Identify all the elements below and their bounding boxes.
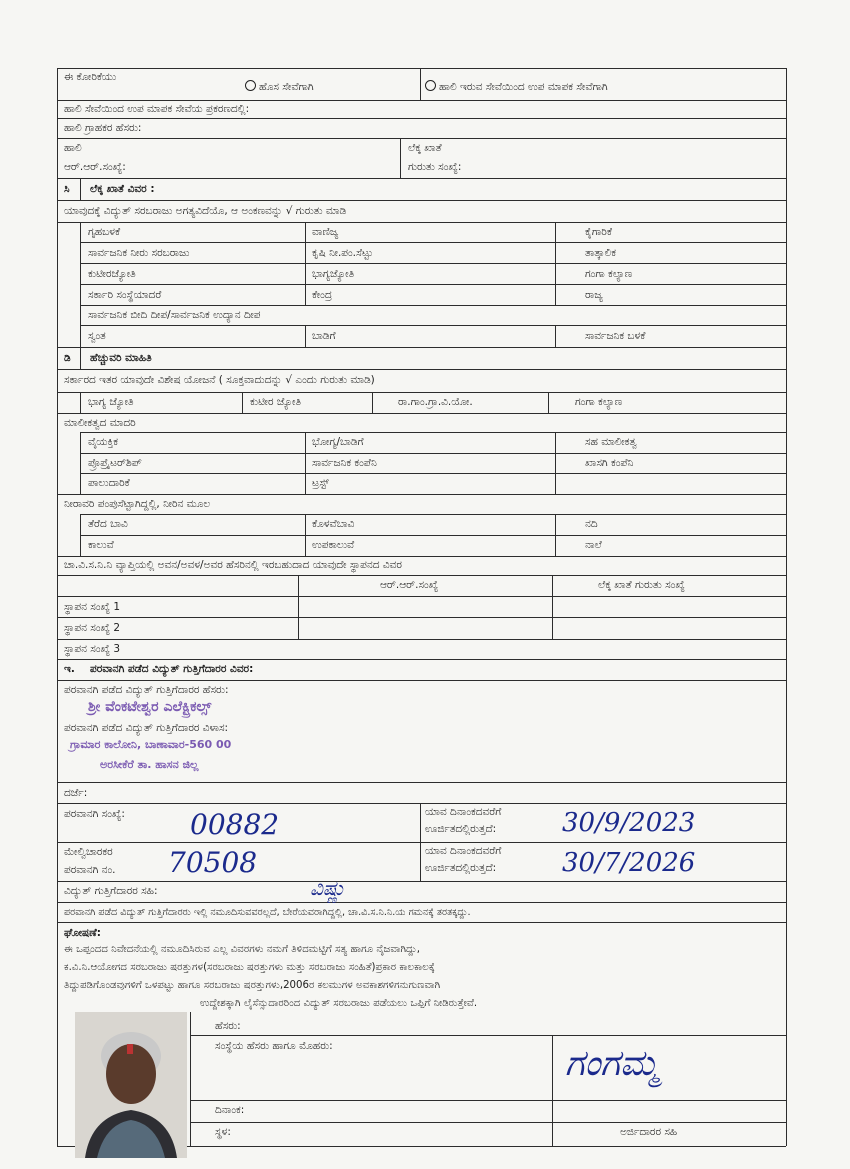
contractor-signature: ವಿಷ್ಣು (310, 876, 346, 900)
contractor-signature-label: ವಿದ್ಯುತ್ ಗುತ್ತಿಗೆದಾರರ ಸಹಿ: (64, 885, 158, 897)
applicant-signature: ಗಂಗಮ್ಮ (565, 1043, 660, 1084)
water-borewell[interactable]: ಕೊಳವೆಬಾವಿ (312, 518, 355, 530)
installation-3: ಸ್ಥಾಪನ ಸಂಖ್ಯೆ 3 (64, 643, 121, 655)
contractor-note: ಪರವಾನಗಿ ಪಡೆದ ವಿದ್ಯುತ್ ಗುತ್ತಿಗೆದಾರರು ಇಲ್ಲಿ ನಮೂದಿಸುವವರಲ್ಲದೆ, ಬೇರೆಯವರಾಗಿದ್ದಲ್ಲಿ, ಚಾ.ವಿ.ಸ.ನಿ.ನಿ.ಯ ಗಮನಕ್ಕೆ ತರತಕ್ಕದ್ದು. (64, 907, 471, 918)
water-canal[interactable]: ಕಾಲುವೆ (88, 539, 114, 551)
applicant-signature-label: ಅರ್ಜಿದಾರರ ಸಹಿ (620, 1126, 678, 1138)
declaration-line-3: ತಿದ್ದುಪಡಿಗೊಂಡವುಗಳಿಗೆ ಒಳಪಟ್ಟು ಹಾಗೂ ಸರಬರಾಜು ಷರತ್ತುಗಳು,2006ರ ಕಲಮುಗಳ ಅವಕಾಶಗಳಿಗನುಗುಣವಾಗಿ (64, 980, 441, 991)
cell-public-use[interactable]: ಸಾರ್ವಜನಿಕ ಬಳಕೆ (585, 330, 646, 342)
water-sub-canal[interactable]: ಉಪಕಾಲುವೆ (312, 539, 355, 551)
cell-agri-pumpset[interactable]: ಕೃಷಿ ನೀ.ಪಂ.ಸೆಟ್ಟು (312, 247, 373, 259)
declaration-line-4: ಉದ್ದೇಶಕ್ಕಾಗಿ ಲೈಸೆನ್ಸುದಾರರಿಂದ ವಿದ್ಯುತ್ ಸರಬರಾಜು ಪಡೆಯಲು ಒಪ್ಪಿಗೆ ನೀಡಿರುತ್ತೇವೆ. (200, 998, 478, 1009)
section-c-letter: ಸಿ (64, 183, 70, 195)
declaration-line-1: ಈ ಒಪ್ಪಂದದ ನಿವೇದನೆಯಲ್ಲಿ ನಮೂದಿಸಿರುವ ಎಲ್ಲ ವಿವರಗಳು ನಮಗೆ ತಿಳಿದಮಟ್ಟಿಗೆ ಸತ್ಯ ಹಾಗೂ ನೈಜವಾಗಿದ್ದು, (64, 944, 421, 955)
section-d-letter: ಡಿ (64, 352, 71, 364)
cell-govt-institution[interactable]: ಸರ್ಕಾರಿ ಸಂಸ್ಥೆಯಾದರೆ (88, 289, 162, 301)
declaration-place-label: ಸ್ಥಳ: (215, 1126, 231, 1138)
cell-own[interactable]: ಸ್ವಂತ (88, 330, 106, 342)
rr-col-header: ಆರ್.ಆರ್.ಸಂಖ್ಯೆ (380, 579, 439, 591)
cell-bhagya-jyothi[interactable]: ಭಾಗ್ಯಜ್ಯೋತಿ (312, 268, 355, 280)
own-individual[interactable]: ವೈಯಕ್ತಿಕ (88, 436, 119, 448)
contractor-address-line2: ಅರಸೀಕೆರೆ ತಾ. ಹಾಸನ ಜಿಲ್ಲ (100, 758, 199, 771)
scheme-kutir-jyothi[interactable]: ಕುಟೀರ ಜ್ಯೋತಿ (250, 396, 302, 408)
own-partnership[interactable]: ಪಾಲುದಾರಿಕೆ (88, 477, 130, 489)
radio-circle-icon (425, 80, 436, 91)
installation-2: ಸ್ಥಾಪನ ಸಂಖ್ಯೆ 2 (64, 622, 121, 634)
section-c-title: ಲೆಕ್ಕ ಖಾತೆ ವಿವರ : (90, 183, 155, 195)
valid-date-label-2: ಊರ್ಜಿತದಲ್ಲಿರುತ್ತದೆ: (425, 823, 497, 835)
cell-rented[interactable]: ಬಾಡಿಗೆ (312, 330, 336, 342)
section-c-instruction: ಯಾವುದಕ್ಕೆ ವಿದ್ಯುತ್ ಸರಬರಾಜು ಅಗತ್ಯವಿದೆಯೊ, ಆ ಅಂಕಣವನ್ನು √ ಗುರುತು ಮಾಡಿ (64, 205, 347, 217)
request-label: ಈ ಕೋರಿಕೆಯು (64, 71, 117, 83)
water-nala[interactable]: ನಾಲೆ (585, 539, 602, 551)
installations-label: ಚಾ.ವಿ.ಸ.ನಿ.ನಿ ವ್ಯಾಪ್ತಿಯಲ್ಲಿ ಅವನ/ಅವಳ/ಅವರ ಹೆಸರಿನಲ್ಲಿ ಇರಬಹುದಾದ ಯಾವುದೇ ಸ್ಥಾಪನದ ವಿವರ (64, 559, 402, 571)
license-no-label: ಪರವಾನಗಿ ಸಂಖ್ಯೆ: (64, 808, 125, 820)
section-d-title: ಹೆಚ್ಚುವರಿ ಮಾಹಿತಿ (90, 352, 152, 364)
water-source-label: ನೀರಾವರಿ ಪಂಪುಸೆಟ್ಟಾಗಿದ್ದಲ್ಲಿ, ನೀರಿನ ಮೂಲ (64, 498, 211, 510)
cell-domestic[interactable]: ಗೃಹಬಳಕೆ (88, 226, 121, 238)
supervisor-label-1: ಮೇಲ್ವಿಚಾರಕರ (64, 846, 113, 858)
declaration-line-2: ಕ.ವಿ.ನಿ.ಆಯೋಗದ ಸರಬರಾಜು ಷರತ್ತುಗಳ(ಸರಬರಾಜು ಷರತ್ತುಗಳು ಮತ್ತು ಸರಬರಾಜು ಸಂಹಿತೆ)ಪ್ರಕಾರ ಕಾಲಕಾಲಕ್ಕೆ (64, 962, 435, 973)
contractor-address-line1: ಗ್ರಾಮಾರ ಕಾಲೋನಿ, ಬಾಣಾವಾರ-560 00 (70, 738, 232, 751)
supervisor-valid-label-1: ಯಾವ ದಿನಾಂಕದವರೆಗೆ (425, 845, 502, 857)
cell-water-supply[interactable]: ಸಾರ್ವಜನಿಕ ನೀರು ಸರಬರಾಜು (88, 247, 190, 259)
installation-1: ಸ್ಥಾಪನ ಸಂಖ್ಯೆ 1 (64, 601, 121, 613)
declaration-name-label: ಹೆಸರು: (215, 1020, 241, 1032)
option-new[interactable]: ಹೊಸ ಸೇವೆಗಾಗಿ (245, 80, 314, 94)
sub-meter-case: ಹಾಲಿ ಸೇವೆಯಿಂದ ಉಪ ಮಾಪಕ ಸೇವೆಯ ಪ್ರಕರಣದಲ್ಲಿ: (64, 103, 250, 115)
account-col-header: ಲೆಕ್ಕ ಖಾತೆ ಗುರುತು ಸಂಖ್ಯೆ (598, 579, 685, 591)
ownership-label: ಮಾಲೀಕತ್ವದ ಮಾದರಿ (64, 417, 136, 429)
own-public-company[interactable]: ಸಾರ್ವಜನಿಕ ಕಂಪೆನಿ (312, 457, 377, 469)
applicant-photo (75, 1012, 187, 1158)
declaration-title: ಘೋಷಣೆ: (64, 927, 102, 939)
own-lease[interactable]: ಭೋಗ್ಯ/ಬಾಡಿಗೆ (312, 436, 364, 448)
contractor-name-stamp: ಶ್ರೀ ವೆಂಕಟೇಶ್ವರ ಎಲೆಕ್ಟ್ರಿಕಲ್ಸ್ (88, 699, 212, 715)
radio-circle-icon (245, 80, 256, 91)
cell-state[interactable]: ರಾಜ್ಯ (585, 289, 603, 301)
own-private-company[interactable]: ಖಾಸಗಿ ಕಂಪೆನಿ (585, 457, 634, 469)
cell-central[interactable]: ಕೇಂದ್ರ (312, 289, 333, 301)
valid-date-label-1: ಯಾವ ದಿನಾಂಕದವರೆಗೆ (425, 806, 502, 818)
rr-number-label: ಆರ್.ಆರ್.ಸಂಖ್ಯೆ: (64, 161, 126, 173)
section-e-letter: ಇ. (64, 663, 75, 675)
own-proprietorship[interactable]: ಪ್ರೊಪ್ರೈಟರ್‌ಶಿಪ್ (88, 457, 142, 469)
contractor-address-label: ಪರವಾನಗಿ ಪಡೆದ ವಿದ್ಯುತ್ ಗುತ್ತಿಗೆದಾರರ ವಿಳಾಸ: (64, 722, 229, 734)
supervisor-valid-date-value: 30/7/2026 (562, 848, 696, 878)
supervisor-label-2: ಪರವಾನಗಿ ನಂ. (64, 864, 116, 876)
cell-commercial[interactable]: ವಾಣಿಜ್ಯ (312, 226, 339, 238)
applicant-portrait-icon (75, 1012, 187, 1158)
scheme-question: ಸರ್ಕಾರದ ಇತರ ಯಾವುದೇ ವಿಶೇಷ ಯೋಜನೆ ( ಸೂಕ್ತವಾದುದನ್ನು √ ಎಂದು ಗುರುತು ಮಾಡಿ) (64, 374, 375, 386)
scheme-ganga-kalyana[interactable]: ಗಂಗಾ ಕಲ್ಯಾಣ (575, 396, 623, 408)
existing-label: ಹಾಲಿ (64, 142, 82, 154)
license-no-value: 00882 (190, 808, 280, 841)
cell-ganga-kalyana[interactable]: ಗಂಗಾ ಕಲ್ಯಾಣ (585, 268, 633, 280)
scheme-rggvy[interactable]: ರಾ.ಗಾಂ.ಗ್ರಾ.ವಿ.ಯೋ. (398, 396, 473, 408)
license-valid-date-value: 30/9/2023 (562, 808, 696, 838)
id-number-label: ಗುರುತು ಸಂಖ್ಯೆ: (408, 161, 462, 173)
option-existing[interactable]: ಹಾಲಿ ಇರುವ ಸೇವೆಯಿಂದ ಉಪ ಮಾಪಕ ಸೇವೆಗಾಗಿ (425, 80, 608, 94)
consumer-name-label: ಹಾಲಿ ಗ್ರಾಹಕರ ಹೆಸರು: (64, 122, 142, 134)
cell-street-light[interactable]: ಸಾರ್ವಜನಿಕ ಬೀದಿ ದೀಪ/ಸಾರ್ವಜನಿಕ ಉದ್ಯಾನ ದೀಪ (88, 309, 261, 321)
supervisor-license-value: 70508 (168, 846, 258, 879)
grade-label: ದರ್ಜೆ: (64, 787, 88, 799)
section-e-title: ಪರವಾನಗಿ ಪಡೆದ ವಿದ್ಯುತ್ ಗುತ್ತಿಗೆದಾರರ ವಿವರ: (90, 663, 254, 675)
cell-temporary[interactable]: ತಾತ್ಕಾಲಿಕ (585, 247, 616, 259)
water-open-well[interactable]: ತೆರೆದ ಬಾವಿ (88, 518, 128, 530)
own-co-ownership[interactable]: ಸಹ ಮಾಲೀಕತ್ವ (585, 436, 637, 448)
declaration-date-label: ದಿನಾಂಕ: (215, 1104, 245, 1116)
scheme-bhagya-jyothi[interactable]: ಭಾಗ್ಯ ಜ್ಯೋತಿ (88, 396, 134, 408)
contractor-name-label: ಪರವಾನಗಿ ಪಡೆದ ವಿದ್ಯುತ್ ಗುತ್ತಿಗೆದಾರರ ಹೆಸರು: (64, 684, 229, 696)
supervisor-valid-label-2: ಊರ್ಜಿತದಲ್ಲಿರುತ್ತದೆ: (425, 862, 497, 874)
declaration-org-label: ಸಂಸ್ಥೆಯ ಹೆಸರು ಹಾಗೂ ಮೊಹರು: (215, 1040, 333, 1052)
account-label: ಲೆಕ್ಕ ಖಾತೆ (408, 142, 442, 154)
water-river[interactable]: ನದಿ (585, 518, 598, 530)
cell-kutir-jyothi[interactable]: ಕುಟೀರಜ್ಯೋತಿ (88, 268, 136, 280)
cell-industrial[interactable]: ಕೈಗಾರಿಕೆ (585, 226, 612, 238)
own-trust[interactable]: ಟ್ರಸ್ಟ್ (312, 477, 330, 489)
